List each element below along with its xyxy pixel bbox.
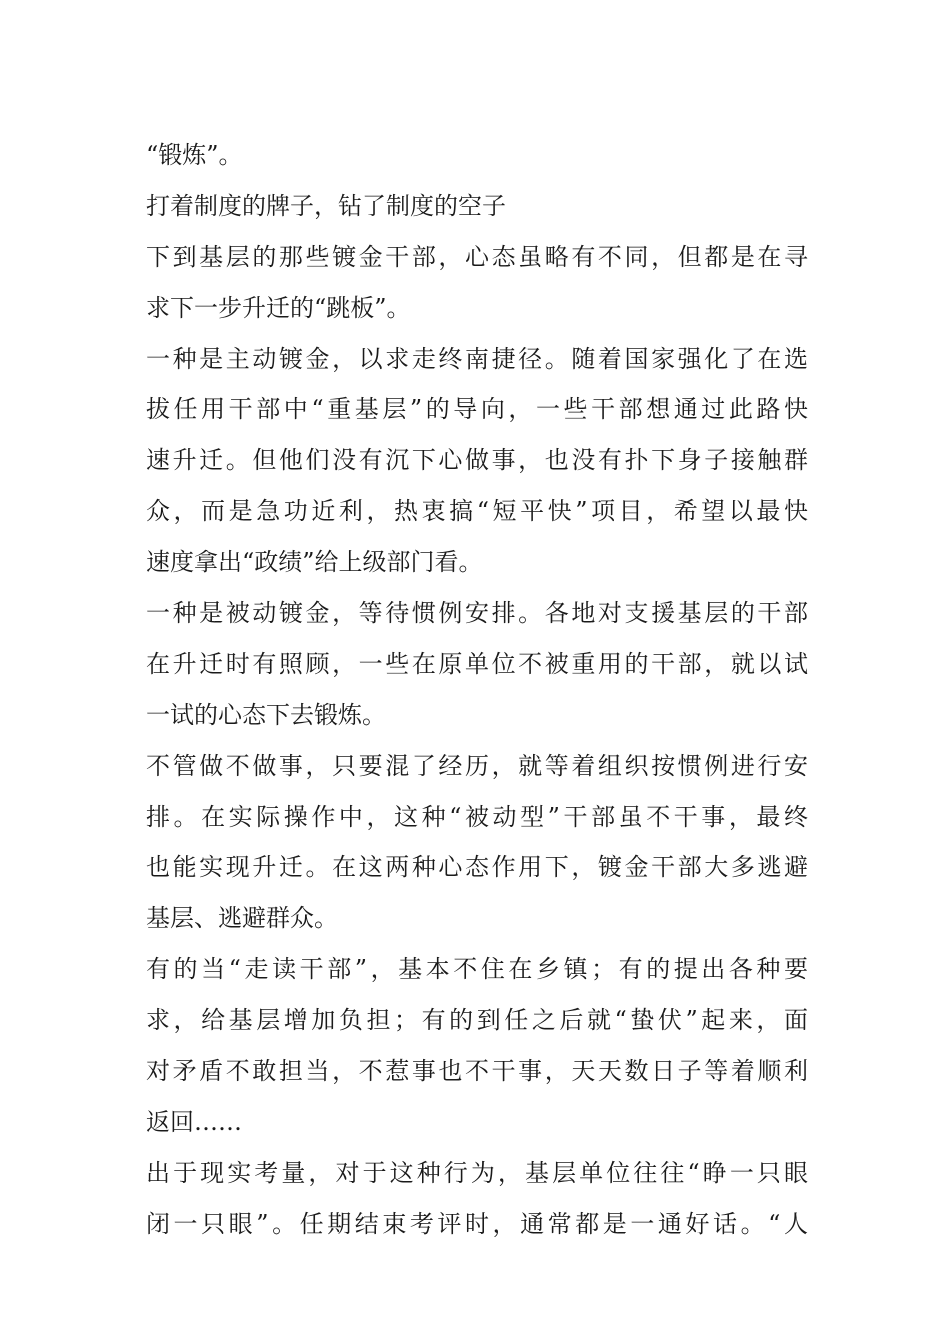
text-line: 一试的心态下去锻炼。 [146,700,386,729]
text-line: 一种是被动镀金，等待惯例安排。各地对支援基层的干部 [146,599,808,628]
text-line: 在升迁时有照顾，一些在原单位不被重用的干部，就以试 [146,649,808,678]
text-line: 返回…… [146,1107,242,1136]
text-line: 不管做不做事，只要混了经历，就等着组织按惯例进行安 [146,751,808,780]
text-line: 对矛盾不敢担当，不惹事也不干事，天天数日子等着顺利 [146,1057,808,1086]
text-line: 有的当“走读干部”，基本不住在乡镇；有的提出各种要 [146,955,808,984]
text-line: 求，给基层增加负担；有的到任之后就“蛰伏”起来，面 [146,1006,808,1035]
text-line: 拔任用干部中“重基层”的导向，一些干部想通过此路快 [146,395,808,424]
text-line: “锻炼”。 [146,141,243,169]
text-line: 出于现实考量，对于这种行为，基层单位往往“睁一只眼 [146,1158,808,1187]
text-line: 排。在实际操作中，这种“被动型”干部虽不干事，最终 [146,802,808,831]
section-heading: 打着制度的牌子，钻了制度的空子 [146,191,506,220]
document-body [146,130,808,1250]
text-line: 求下一步升迁的“跳板”。 [146,293,411,322]
text-line: 速升迁。但他们没有沉下心做事，也没有扑下身子接触群 [146,446,808,475]
text-line: 众，而是急功近利，热衷搞“短平快”项目，希望以最快 [146,497,808,526]
text-line: 闭一只眼”。任期结束考评时，通常都是一通好话。“人 [146,1209,808,1238]
text-line: 一种是主动镀金，以求走终南捷径。随着国家强化了在选 [146,344,808,373]
text-line: 基层、逃避群众。 [146,904,338,933]
text-line: 速度拿出“政绩”给上级部门看。 [146,548,483,577]
text-line: 也能实现升迁。在这两种心态作用下，镀金干部大多逃避 [146,853,808,882]
text-line: 下到基层的那些镀金干部，心态虽略有不同，但都是在寻 [146,242,808,271]
